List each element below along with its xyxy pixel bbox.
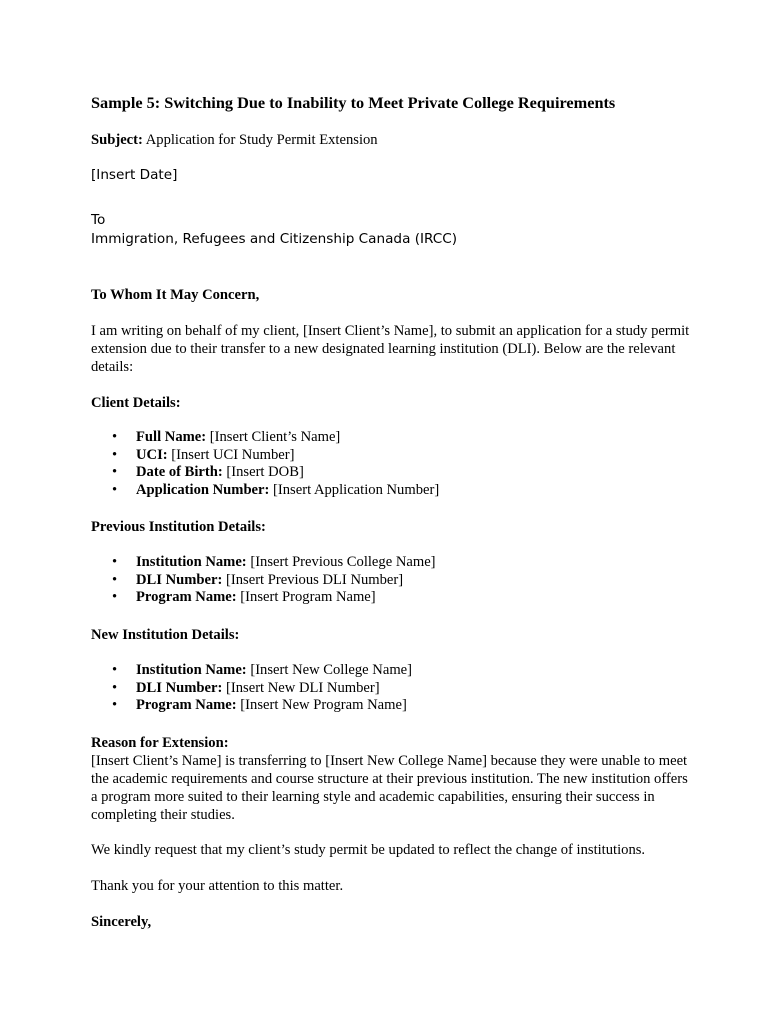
list-item — [91, 662, 691, 680]
item-label: Institution Name: — [136, 554, 247, 570]
list-item — [91, 572, 691, 590]
item-label: DLI Number: — [136, 571, 223, 588]
bullet-icon: • — [112, 464, 118, 481]
item-label: Institution Name: — [136, 662, 247, 678]
item-label: Application Number: — [136, 482, 270, 499]
item-value: [Insert Previous DLI Number] — [226, 571, 404, 588]
salutation — [91, 286, 691, 304]
intro-paragraph: I am writing on behalf of my client, [Insert Client’s Name], to submit an application for a study permit extension due to their transfer to a new designated learning institution (DLI). Below are the relevant details: — [91, 323, 690, 375]
to-label: To — [91, 212, 106, 228]
bullet-icon: • — [112, 571, 118, 588]
item-label: UCI: — [136, 446, 168, 463]
item-label: Full Name: — [136, 429, 207, 445]
list-item — [91, 447, 691, 465]
previous-institution-list — [91, 554, 691, 607]
subject-line — [91, 131, 691, 149]
previous-institution-heading — [91, 518, 691, 536]
reason-paragraph: [Insert Client’s Name] is transferring to [Insert New College Name] because they were unable to meet the academic requirements and course structure at their previous institution. The new institution offers a program more suited to their learning style and academic capabilities, ensuring their success in completing their studies. — [91, 753, 688, 823]
item-label: DLI Number: — [136, 679, 223, 696]
item-value: [Insert Program Name] — [240, 589, 376, 606]
closing-text: Sincerely, — [91, 914, 152, 930]
item-value: [Insert DOB] — [226, 464, 304, 481]
bullet-icon: • — [112, 446, 118, 463]
list-item — [91, 697, 691, 715]
reason-heading-text: Reason for Extension: — [91, 735, 229, 751]
new-institution-heading — [91, 626, 691, 644]
item-value: [Insert Previous College Name] — [250, 554, 436, 570]
list-item — [91, 680, 691, 698]
client-details-heading-text: Client Details: — [91, 395, 181, 411]
bullet-icon: • — [112, 482, 118, 499]
item-value: [Insert New College Name] — [250, 662, 413, 678]
item-value: [Insert Application Number] — [273, 482, 440, 499]
recipient: Immigration, Refugees and Citizenship Canada (IRCC) — [91, 231, 458, 247]
item-label: Program Name: — [136, 697, 237, 714]
bullet-icon: • — [112, 697, 118, 714]
item-label: Program Name: — [136, 589, 237, 606]
new-institution-list — [91, 662, 691, 715]
client-details-list — [91, 429, 691, 500]
salutation-text: To Whom It May Concern, — [91, 287, 260, 303]
date-placeholder: [Insert Date] — [91, 167, 178, 183]
bullet-icon: • — [112, 679, 118, 696]
new-institution-heading-text: New Institution Details: — [91, 627, 240, 643]
item-label: Date of Birth: — [136, 464, 223, 481]
item-value: [Insert Client’s Name] — [209, 429, 341, 445]
bullet-icon: • — [112, 589, 118, 606]
reason-heading — [91, 734, 691, 752]
list-item — [91, 554, 691, 572]
request-paragraph: We kindly request that my client’s study permit be updated to reflect the change of institutions. — [91, 842, 646, 858]
item-value: [Insert New Program Name] — [240, 697, 407, 714]
bullet-icon: • — [112, 554, 118, 570]
bullet-icon: • — [112, 662, 118, 678]
list-item — [91, 589, 691, 607]
thanks-paragraph: Thank you for your attention to this matter. — [91, 878, 344, 894]
item-value: [Insert UCI Number] — [171, 446, 295, 463]
page-title: Sample 5: Switching Due to Inability to Meet Private College Requirements — [91, 93, 616, 112]
item-value: [Insert New DLI Number] — [226, 679, 380, 696]
list-item — [91, 482, 691, 500]
subject-text: Application for Study Permit Extension — [145, 132, 378, 148]
bullet-icon: • — [112, 429, 118, 445]
subject-label: Subject: — [91, 132, 143, 148]
client-details-heading — [91, 394, 691, 412]
list-item — [91, 464, 691, 482]
list-item — [91, 429, 691, 447]
previous-institution-heading-text: Previous Institution Details: — [91, 519, 266, 535]
closing — [91, 913, 691, 931]
